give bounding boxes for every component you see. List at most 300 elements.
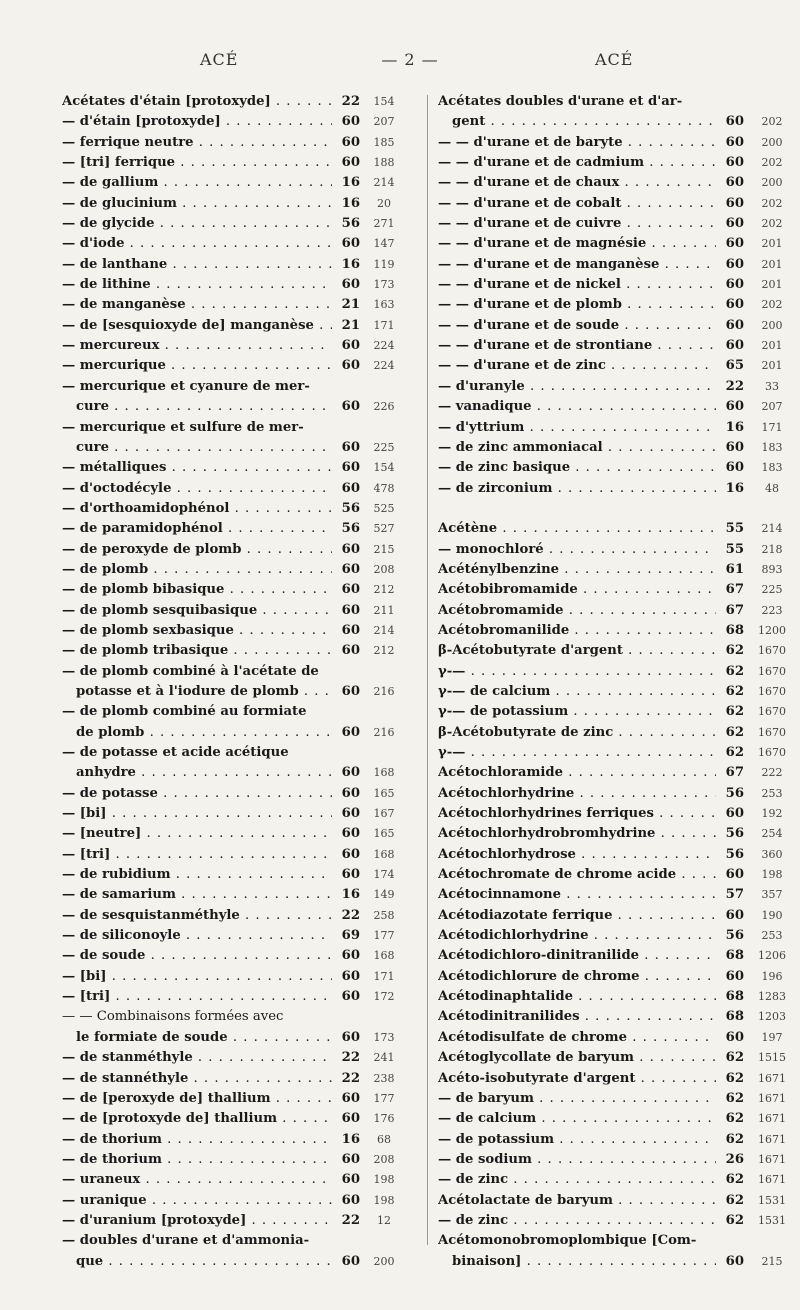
index-entry [62,845,420,865]
entry-name: — de soude . . . [62,946,332,966]
index-entry [438,885,790,905]
index-entry [438,418,790,438]
entry-page: 214 [373,176,395,190]
index-entry [438,682,790,702]
entry-name: — de thorium . . . [62,1130,332,1150]
entry-volume: 22 [725,378,744,394]
entry-page: 165 [373,786,395,800]
index-entry [438,112,790,132]
entry-volume: 67 [725,765,744,781]
entry-volume: 60 [341,948,360,964]
entry-volume: 62 [725,1111,744,1127]
entry-volume: 57 [725,887,744,903]
entry-page: 1670 [758,644,786,658]
entry-volume: 65 [725,358,744,374]
entry-name: — d'étain [protoxyde] . . . [62,112,332,132]
index-entry [62,438,420,458]
entry-name: — de stannéthyle . . . [62,1069,332,1089]
running-head-left: ACÉ [200,50,239,69]
index-entry [62,580,420,600]
entry-page: 241 [373,1051,395,1065]
entry-volume: 60 [341,1111,360,1127]
entry-page: 168 [373,847,395,861]
entry-name: — ferrique neutre . . . [62,133,332,153]
index-entry [438,295,790,315]
entry-page: 271 [373,217,395,231]
entry-page: 215 [761,1254,783,1268]
index-entry [62,356,420,376]
entry-name: — d'octodécyle . . . [62,479,332,499]
entry-volume: 55 [725,541,744,557]
entry-name: binaison] . . . [438,1252,716,1272]
entry-name: Acétomonobromoplombique [Com- [438,1233,697,1249]
entry-volume: 60 [341,968,360,984]
entry-page: 200 [761,135,783,149]
entry-page: 1671 [758,1112,786,1126]
entry-page: 223 [761,603,783,617]
entry-page: 171 [373,969,395,983]
entry-volume: 60 [341,358,360,374]
entry-volume: 21 [341,297,360,313]
index-entry [438,1069,790,1089]
entry-volume: 56 [725,826,744,842]
entry-name: — de [protoxyde de] thallium . . . [62,1109,332,1129]
index-entry [438,275,790,295]
entry-volume: 60 [341,236,360,252]
entry-volume: 68 [725,989,744,1005]
entry-page: 119 [373,257,395,271]
index-entry [62,1252,420,1272]
entry-volume: 60 [341,460,360,476]
entry-volume: 56 [725,928,744,944]
entry-volume: 60 [341,541,360,557]
entry-page: 198 [373,1173,395,1187]
entry-name: — de lithine . . . [62,275,332,295]
entry-name: — de zinc . . . [438,1211,716,1231]
entry-volume: 16 [341,887,360,903]
index-entry [62,418,420,438]
index-entry [438,560,790,580]
index-entry [438,1048,790,1068]
entry-volume: 60 [341,134,360,150]
entry-name: Acétochromate de chrome acide . . . [438,865,716,885]
index-entry [62,153,420,173]
entry-volume: 60 [725,297,744,313]
index-entry [62,133,420,153]
entry-name: — d'orthoamidophénol . . . [62,499,332,519]
entry-page: 154 [373,461,395,475]
entry-name: gent . . . [438,112,716,132]
entry-name: — de siliconoyle . . . [62,926,332,946]
entry-name: — métalliques . . . [62,458,332,478]
entry-name: — de lanthane . . . [62,255,332,275]
entry-name: — de sodium . . . [438,1150,716,1170]
entry-page: 893 [761,562,783,576]
index-entry [62,275,420,295]
entry-name: — de thorium . . . [62,1150,332,1170]
entry-page: 212 [373,644,395,658]
entry-name: — de potassium . . . [438,1130,716,1150]
entry-volume: 22 [341,907,360,923]
entry-name: Acétocinnamone . . . [438,885,716,905]
entry-name: — de zinc . . . [438,1170,716,1190]
entry-page: 168 [373,949,395,963]
entry-name: γ-— de calcium . . . [438,682,716,702]
entry-name: le formiate de soude . . . [62,1028,332,1048]
entry-volume: 60 [341,1253,360,1269]
index-entry [438,702,790,722]
entry-name: — [tri] . . . [62,845,332,865]
entry-name: — de plomb bibasique . . . [62,580,332,600]
index-entry [438,987,790,1007]
entry-volume: 60 [725,806,744,822]
entry-volume: 60 [725,195,744,211]
entry-page: 216 [373,684,395,698]
entry-name: Acéto-isobutyrate d'argent . . . [438,1069,716,1089]
entry-name: Acétobibromamide . . . [438,580,716,600]
entry-name: — — d'urane et de cobalt . . . [438,194,716,214]
entry-volume: 62 [725,1192,744,1208]
entry-name: — de stanméthyle . . . [62,1048,332,1068]
entry-volume: 60 [341,1192,360,1208]
entry-volume: 60 [725,216,744,232]
entry-name: — de gallium . . . [62,173,332,193]
index-entry [62,1089,420,1109]
entry-page: 192 [761,807,783,821]
entry-name: — mercurique et sulfure de mer- [62,419,304,435]
entry-volume: 68 [725,1009,744,1025]
entry-name: — — d'urane et de soude . . . [438,316,716,336]
index-entry [62,194,420,214]
entry-volume: 56 [725,846,744,862]
entry-volume: 60 [341,1151,360,1167]
entry-volume: 60 [725,439,744,455]
entry-page: 201 [761,278,783,292]
entry-volume: 68 [725,622,744,638]
entry-volume: 56 [341,216,360,232]
entry-volume: 56 [341,500,360,516]
entry-page: 201 [761,339,783,353]
entry-page: 200 [761,318,783,332]
entry-volume: 69 [341,928,360,944]
entry-name: Acétodichlorure de chrome . . . [438,967,716,987]
entry-volume: 60 [341,114,360,130]
entry-volume: 62 [725,683,744,699]
index-entry [438,621,790,641]
index-entry [438,601,790,621]
page-number: — 2 — [381,50,439,69]
index-entry [438,1252,790,1272]
entry-name: Acétobromamide . . . [438,601,716,621]
entry-page: 207 [373,115,395,129]
entry-volume: 22 [341,1070,360,1086]
index-entry [62,743,420,763]
index-entry [438,845,790,865]
entry-name: — de plomb tribasique . . . [62,641,332,661]
index-entry [62,1028,420,1048]
entry-volume: 60 [341,846,360,862]
entry-page: 174 [373,868,395,882]
index-entry [438,743,790,763]
entry-name: Acétodinitranilides . . . [438,1007,716,1027]
entry-page: 1670 [758,664,786,678]
entry-volume: 60 [341,989,360,1005]
entry-name: cure . . . [62,397,332,417]
entry-page: 225 [373,440,395,454]
index-entry [438,946,790,966]
entry-name: Acétodichloro-dinitranilide . . . [438,946,716,966]
index-entry [62,723,420,743]
entry-volume: 16 [725,419,744,435]
index-entry [62,926,420,946]
index-entry [438,906,790,926]
entry-page: 196 [761,969,783,983]
entry-volume: 16 [341,195,360,211]
entry-page: 171 [373,318,395,332]
index-entry [62,1109,420,1129]
index-entry [438,153,790,173]
entry-name: anhydre . . . [62,763,332,783]
entry-name: — de potasse et acide acétique [62,745,289,760]
entry-name: — de calcium . . . [438,1109,716,1129]
entry-name: Acétoglycollate de baryum . . . [438,1048,716,1068]
entry-volume: 60 [725,134,744,150]
entry-name: — — d'urane et de magnésie . . . [438,234,716,254]
entry-volume: 16 [341,175,360,191]
entry-page: 478 [373,481,395,495]
entry-page: 1200 [758,623,786,637]
entry-page: 33 [765,379,779,393]
entry-name: de plomb . . . [62,723,332,743]
index-entry [438,1231,790,1251]
entry-page: 48 [765,481,779,495]
entry-page: 176 [373,1112,395,1126]
entry-name: — de [sesquioxyde de] manganèse . . . [62,316,332,336]
entry-name: Acétène . . . [438,519,716,539]
index-entry [438,763,790,783]
entry-page: 183 [761,440,783,454]
entry-volume: 60 [725,968,744,984]
entry-volume: 62 [725,643,744,659]
entry-name: Acétodinaphtalide . . . [438,987,716,1007]
entry-page: 1671 [758,1071,786,1085]
index-entry [438,519,790,539]
entry-page: 211 [373,603,395,617]
entry-name: γ-— de potassium . . . [438,702,716,722]
entry-volume: 60 [341,785,360,801]
entry-page: 212 [373,583,395,597]
entry-volume: 21 [341,317,360,333]
index-entry [62,824,420,844]
entry-page: 168 [373,766,395,780]
entry-page: 172 [373,990,395,1004]
index-entry [438,438,790,458]
entry-volume: 60 [341,155,360,171]
index-column-left [62,92,420,1272]
index-entry [62,682,420,702]
index-entry [62,1170,420,1190]
entry-volume: 60 [341,683,360,699]
index-entry [438,540,790,560]
entry-name: β-Acétobutyrate de zinc . . . [438,723,716,743]
entry-name: Acétochloramide . . . [438,763,716,783]
index-entry [438,479,790,499]
index-entry [62,112,420,132]
index-entry [62,1211,420,1231]
entry-volume: 61 [725,561,744,577]
entry-name: — doubles d'urane et d'ammonia- [62,1233,310,1249]
entry-volume: 60 [341,826,360,842]
entry-volume: 22 [341,1050,360,1066]
entry-volume: 60 [725,317,744,333]
entry-volume: 60 [725,1253,744,1269]
entry-volume: 60 [341,1172,360,1188]
entry-name: — [tri] ferrique . . . [62,153,332,173]
entry-name: — de [peroxyde de] thallium . . . [62,1089,332,1109]
index-entry [438,1211,790,1231]
index-entry [62,560,420,580]
index-entry [438,92,790,112]
index-entry [438,641,790,661]
entry-name: — de potasse . . . [62,784,332,804]
entry-page: 1206 [758,949,786,963]
entry-page: 254 [761,827,783,841]
entry-page: 198 [373,1193,395,1207]
entry-name: — uranique . . . [62,1191,332,1211]
entry-name: Acétodisulfate de chrome . . . [438,1028,716,1048]
entry-page: 1670 [758,705,786,719]
entry-page: 215 [373,542,395,556]
index-entry [438,723,790,743]
index-entry [62,336,420,356]
entry-volume: 16 [341,256,360,272]
entry-page: 200 [761,176,783,190]
index-entry [62,92,420,112]
entry-page: 1671 [758,1091,786,1105]
index-entry [438,234,790,254]
entry-page: 226 [373,400,395,414]
entry-name: — monochloré . . . [438,540,716,560]
entry-name: — de plomb sesquibasique . . . [62,601,332,621]
entry-name: — — d'urane et de manganèse . . . [438,255,716,275]
entry-name: — de zinc ammoniacal . . . [438,438,716,458]
index-entry [438,1007,790,1027]
index-entry [62,987,420,1007]
index-entry [438,804,790,824]
page-header [0,50,800,80]
entry-volume: 22 [341,1212,360,1228]
index-entry [438,499,790,519]
entry-volume: 60 [725,256,744,272]
index-entry [438,458,790,478]
entry-volume: 60 [341,439,360,455]
entry-volume: 60 [341,867,360,883]
entry-volume: 55 [725,521,744,537]
entry-page: 190 [761,908,783,922]
entry-page: 225 [761,583,783,597]
entry-name: Acétochlorhydrine . . . [438,784,716,804]
entry-page: 183 [761,461,783,475]
index-entry [438,865,790,885]
entry-name: Acétobromanilide . . . [438,621,716,641]
entry-volume: 62 [725,1070,744,1086]
entry-name: Acétolactate de baryum . . . [438,1191,716,1211]
entry-page: 222 [761,766,783,780]
entry-volume: 60 [725,1029,744,1045]
index-entry [62,377,420,397]
entry-volume: 60 [725,338,744,354]
entry-name: — — Combinaisons formées avec [62,1009,284,1025]
entry-volume: 60 [341,338,360,354]
entry-volume: 62 [725,1172,744,1188]
entry-volume: 60 [341,1090,360,1106]
index-entry [438,316,790,336]
entry-page: 1671 [758,1132,786,1146]
entry-name: Acétodiazotate ferrique . . . [438,906,716,926]
entry-volume: 16 [725,480,744,496]
index-entry [438,377,790,397]
index-entry [438,214,790,234]
index-entry [438,967,790,987]
entry-name: — mercureux . . . [62,336,332,356]
entry-volume: 62 [725,1131,744,1147]
index-entry [438,336,790,356]
entry-page: 201 [761,237,783,251]
entry-volume: 62 [725,1090,744,1106]
index-entry [62,621,420,641]
index-entry [438,1109,790,1129]
index-entry [438,356,790,376]
entry-page: 1531 [758,1213,786,1227]
entry-page: 238 [373,1071,395,1085]
entry-name: potasse et à l'iodure de plomb . . . [62,682,332,702]
entry-volume: 56 [725,785,744,801]
entry-name: — de sesquistanméthyle . . . [62,906,332,926]
entry-volume: 60 [341,622,360,638]
entry-volume: 62 [725,745,744,760]
entry-name: γ-— . . . [438,662,716,682]
entry-page: 201 [761,257,783,271]
index-entry [62,865,420,885]
entry-page: 171 [761,420,783,434]
index-entry [62,255,420,275]
index-entry [62,601,420,621]
entry-volume: 62 [725,663,744,679]
entry-page: 214 [761,522,783,536]
entry-page: 173 [373,278,395,292]
entry-name: Acétates doubles d'urane et d'ar- [438,94,683,109]
index-entry [62,1048,420,1068]
index-entry [438,173,790,193]
entry-page: 207 [761,400,783,414]
entry-name: — — d'urane et de cuivre . . . [438,214,716,234]
entry-name: — — d'urane et de strontiane . . . [438,336,716,356]
index-entry [438,397,790,417]
index-entry [438,926,790,946]
entry-volume: 60 [725,867,744,883]
entry-page: 208 [373,1152,395,1166]
entry-name: — de peroxyde de plomb . . . [62,540,332,560]
entry-name: — de rubidium . . . [62,865,332,885]
entry-volume: 62 [725,1212,744,1228]
index-entry [62,458,420,478]
index-entry [62,1191,420,1211]
entry-name: — — d'urane et de plomb . . . [438,295,716,315]
entry-name: — uraneux . . . [62,1170,332,1190]
index-entry [438,1191,790,1211]
entry-name: — de zirconium . . . [438,479,716,499]
index-entry [62,885,420,905]
